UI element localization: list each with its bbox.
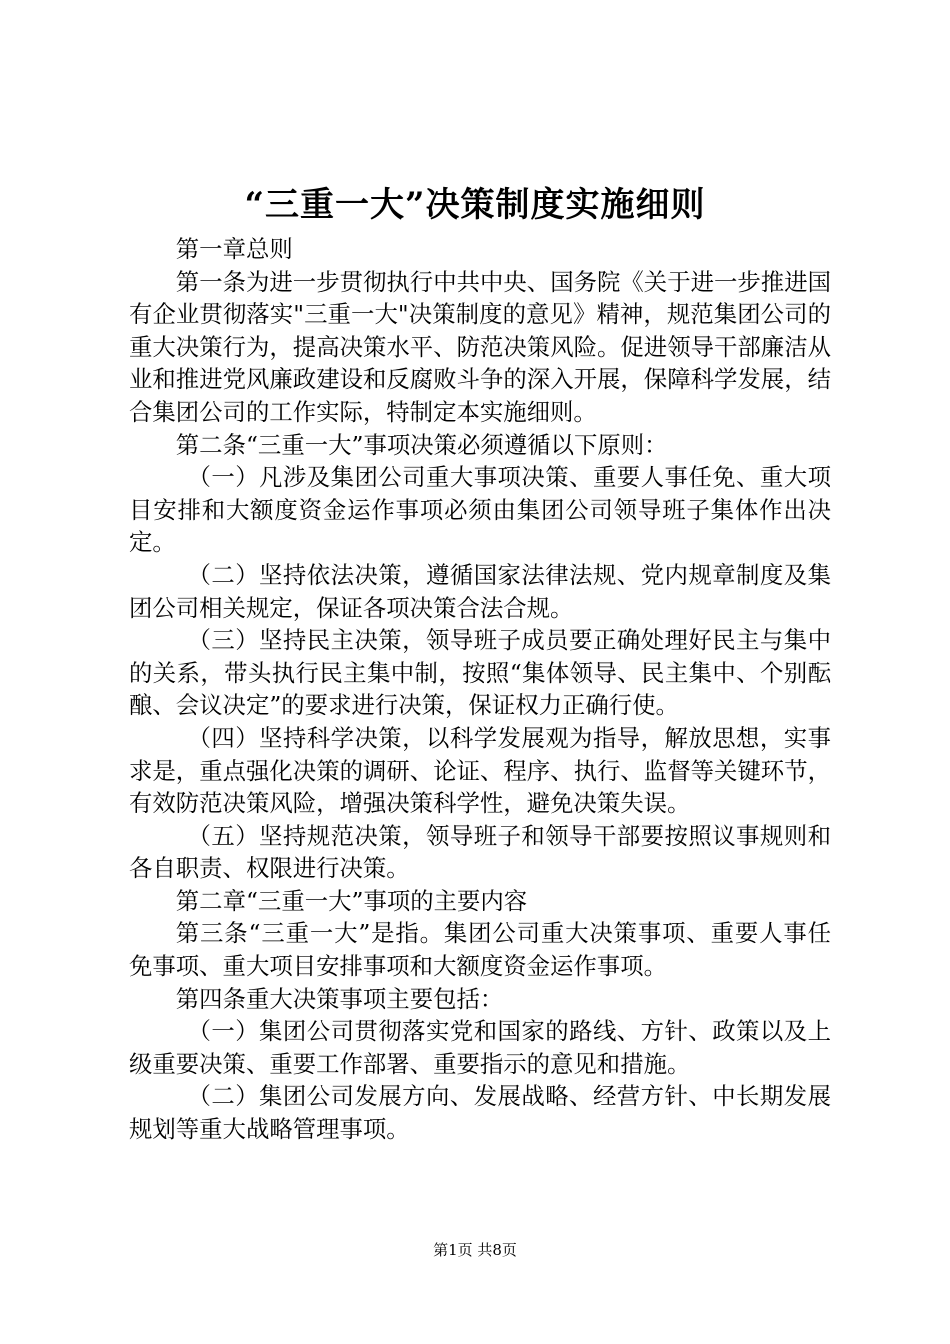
document-title: “三重一大”决策制度实施细则 [244,185,706,225]
list-item-paragraph: （三）坚持民主决策，领导班子成员要正确处理好民主与集中的关系，带头执行民主集中制，按照“集体领导、民主集中、个别酝酿、会议决定”的要求进行决策，保证权力正确行使。 [129,626,831,720]
article-paragraph: 第四条重大决策事项主要包括： [175,984,504,1013]
chapter-heading: 第一章总则 [175,235,293,263]
document-body [129,233,831,1146]
article-paragraph: 第三条“三重一大”是指。集团公司重大决策事项、重要人事任免事项、重大项目安排事项和大额度资金运作事项。 [129,919,831,981]
list-item-paragraph: （二）集团公司发展方向、发展战略、经营方针、中长期发展规划等重大战略管理事项。 [129,1082,831,1144]
list-item-paragraph: （一）凡涉及集团公司重大事项决策、重要人事任免、重大项目安排和大额度资金运作事项必须由集团公司领导班子集体作出决定。 [129,463,831,557]
page-number-footer: 第1页 共8页 [433,1241,517,1259]
list-item-paragraph: （一）集团公司贯彻落实党和国家的路线、方针、政策以及上级重要决策、重要工作部署、重要指示的意见和措施。 [129,1017,831,1078]
chapter-heading: 第二章“三重一大”事项的主要内容 [175,886,528,915]
list-item-paragraph: （四）坚持科学决策，以科学发展观为指导，解放思想，实事求是，重点强化决策的调研、论证、程序、执行、监督等关键环节，有效防范决策风险，增强决策科学性，避免决策失误。 [129,723,831,818]
list-item-paragraph: （二）坚持依法决策，遵循国家法律法规、党内规章制度及集团公司相关规定，保证各项决策合法合规。 [129,560,831,622]
article-paragraph: 第一条为进一步贯彻执行中共中央、国务院《关于进一步推进国有企业贯彻落实"三重一大"决策制度的意见》精神，规范集团公司的重大决策行为，提高决策水平、防范决策风险。促进领导干部廉洁从业和推进党风廉政建设和反腐败斗争的深入开展，保障科学发展，结合集团公司的工作实际，特制定本实施细则。 [129,267,831,426]
article-paragraph: 第二条“三重一大”事项决策必须遵循以下原则： [175,430,668,459]
list-item-paragraph: （五）坚持规范决策，领导班子和领导干部要按照议事规则和各自职责、权限进行决策。 [129,821,831,883]
